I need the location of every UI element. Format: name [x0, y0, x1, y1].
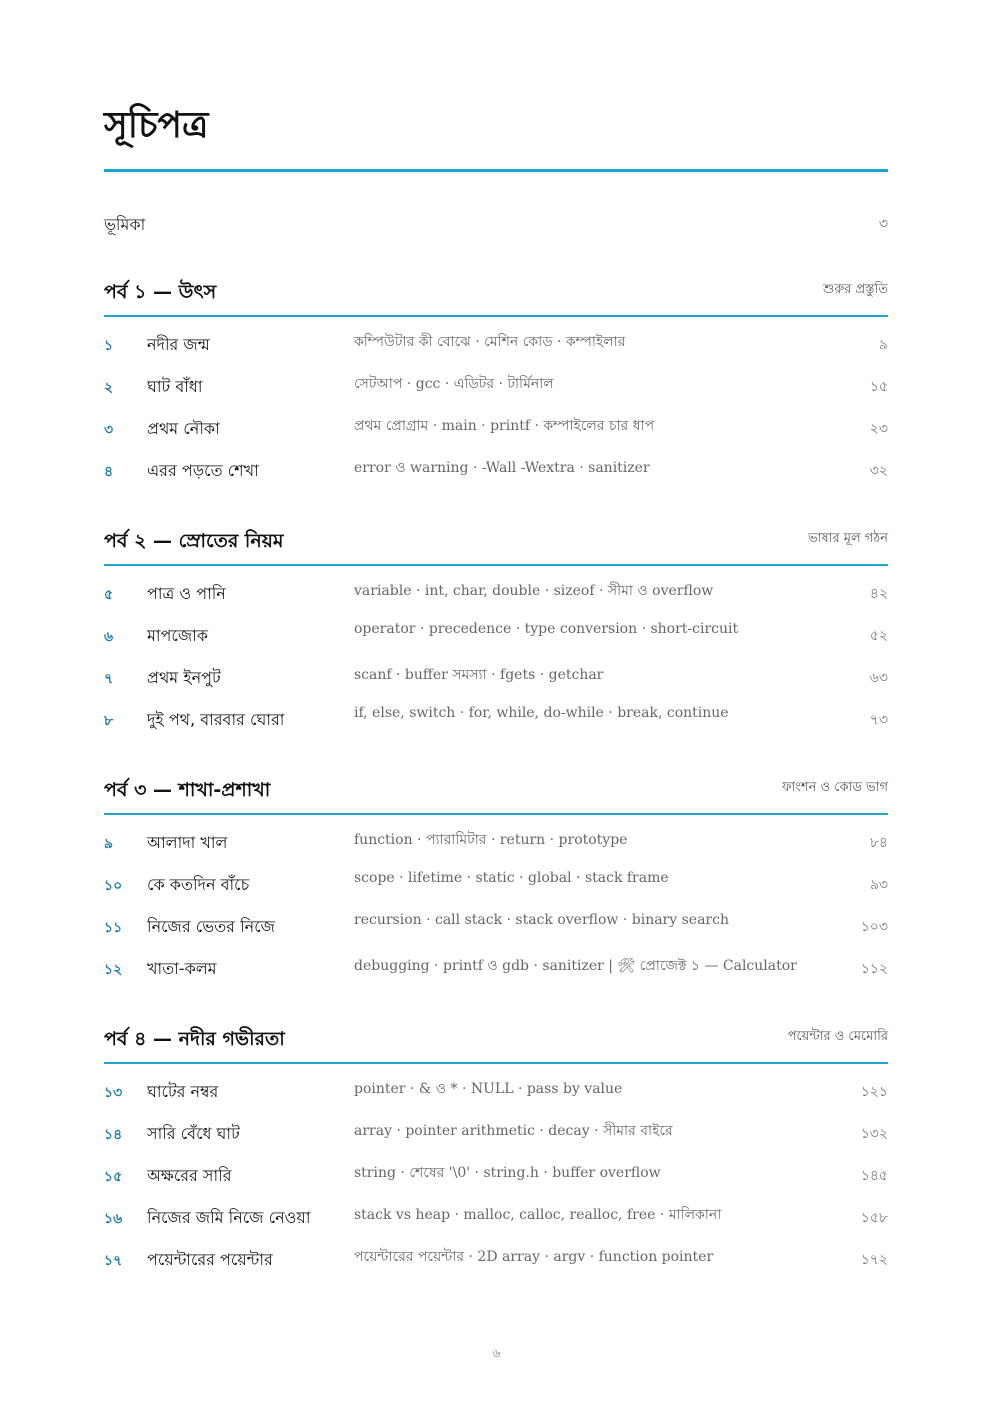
chapter-page-number: ৫২	[869, 628, 888, 644]
chapter-list	[104, 567, 888, 735]
chapter-row[interactable]	[104, 693, 888, 735]
chapter-topics: কম্পিউটার কী বোঝে · মেশিন কোড · কম্পাইলার	[354, 334, 626, 350]
chapter-number: ১১	[104, 920, 123, 936]
chapter-topics: pointer · & ও * · NULL · pass by value	[354, 1081, 623, 1097]
chapter-number: ১০	[104, 878, 123, 894]
chapter-row[interactable]	[104, 609, 888, 651]
intro-label: ভূমিকা	[104, 215, 146, 234]
chapter-title: ঘাট বাঁধা	[147, 377, 203, 396]
chapter-page-number: ৮৪	[869, 835, 888, 851]
chapter-number: ৬	[104, 629, 114, 645]
chapter-title: নদীর জন্ম	[147, 335, 210, 354]
chapter-number: ৪	[104, 464, 114, 480]
chapter-page-number: ৬৩	[869, 670, 888, 686]
chapter-page-number: ১১২	[860, 961, 888, 977]
chapter-title: প্রথম নৌকা	[147, 419, 220, 438]
chapter-page-number: ৩২	[869, 463, 888, 479]
chapter-number: ৩	[104, 422, 114, 438]
chapter-topics: error ও warning · -Wall -Wextra · sanitizer	[354, 460, 650, 476]
chapter-title: দুই পথ, বারবার ঘোরা	[147, 710, 285, 729]
chapter-page-number: ১৫	[869, 379, 888, 395]
chapter-topics: array · pointer arithmetic · decay · সীমার বাইরে	[354, 1123, 673, 1139]
chapter-topics: string · শেষের '\0' · string.h · buffer overflow	[354, 1165, 661, 1181]
chapter-row[interactable]	[104, 360, 888, 402]
chapter-topics: variable · int, char, double · sizeof · সীমা ও overflow	[354, 583, 714, 599]
chapter-title: ঘাটের নম্বর	[147, 1082, 219, 1101]
chapter-title: অক্ষরের সারি	[147, 1166, 232, 1185]
part-section	[104, 521, 888, 729]
chapter-page-number: ১৭২	[860, 1252, 888, 1268]
chapter-topics: if, else, switch · for, while, do-while · break, continue	[354, 705, 729, 721]
chapter-title: এরর পড়তে শেখা	[147, 461, 259, 480]
chapter-title: সারি বেঁধে ঘাট	[147, 1124, 240, 1143]
part-subtitle: ভাষার মূল গঠন	[808, 531, 888, 546]
chapter-row[interactable]	[104, 900, 888, 942]
chapter-topics: scanf · buffer সমস্যা · fgets · getchar	[354, 667, 604, 683]
chapter-title: খাতা-কলম	[147, 959, 217, 978]
title-divider	[104, 169, 888, 172]
part-subtitle: ফাংশন ও কোড ভাগ	[782, 780, 888, 795]
chapter-row[interactable]	[104, 1233, 888, 1275]
chapter-page-number: ৯	[878, 337, 888, 353]
part-subtitle: শুরুর প্রস্তুতি	[823, 282, 888, 297]
chapter-page-number: ৭৩	[869, 712, 888, 728]
chapter-number: ১৬	[104, 1211, 123, 1227]
part-header[interactable]	[104, 1019, 888, 1059]
part-header[interactable]	[104, 521, 888, 561]
chapter-topics: debugging · printf ও gdb · sanitizer | 🛠 প্রোজেক্ট ১ — Calculator	[354, 958, 797, 974]
chapter-page-number: ১২১	[860, 1084, 888, 1100]
chapter-topics: recursion · call stack · stack overflow · binary search	[354, 912, 729, 928]
chapter-title: নিজের ভেতর নিজে	[147, 917, 275, 936]
chapter-number: ২	[104, 380, 114, 396]
chapter-title: মাপজোক	[147, 626, 208, 645]
chapter-row[interactable]	[104, 1107, 888, 1149]
chapter-title: কে কতদিন বাঁচে	[147, 875, 250, 894]
chapter-row[interactable]	[104, 402, 888, 444]
chapter-row[interactable]	[104, 567, 888, 609]
part-subtitle: পয়েন্টার ও মেমোরি	[787, 1029, 888, 1044]
chapter-page-number: ১০৩	[860, 919, 888, 935]
chapter-number: ১৩	[104, 1085, 123, 1101]
part-title: পর্ব ৩ — শাখা-প্রশাখা	[104, 779, 271, 801]
intro-page-number: ৩	[878, 216, 888, 232]
chapter-row[interactable]	[104, 318, 888, 360]
intro-entry[interactable]	[104, 208, 888, 238]
chapter-row[interactable]	[104, 651, 888, 693]
chapter-list	[104, 1065, 888, 1275]
chapter-number: ১৪	[104, 1127, 123, 1143]
chapter-page-number: ৯৩	[869, 877, 888, 893]
part-divider	[104, 564, 888, 566]
chapter-topics: scope · lifetime · static · global · stack frame	[354, 870, 669, 886]
chapter-list	[104, 318, 888, 486]
chapter-number: ১	[104, 338, 114, 354]
chapter-topics: stack vs heap · malloc, calloc, realloc, free · মালিকানা	[354, 1207, 722, 1223]
chapter-number: ৯	[104, 836, 114, 852]
part-header[interactable]	[104, 770, 888, 810]
chapter-title: পাত্র ও পানি	[147, 584, 226, 603]
chapter-row[interactable]	[104, 816, 888, 858]
chapter-page-number: ১৫৮	[860, 1210, 888, 1226]
chapter-list	[104, 816, 888, 984]
chapter-page-number: ১৪৫	[860, 1168, 888, 1184]
part-section	[104, 1019, 888, 1269]
chapter-page-number: ৪২	[869, 586, 888, 602]
part-divider	[104, 813, 888, 815]
chapter-topics: operator · precedence · type conversion · short-circuit	[354, 621, 739, 637]
chapter-title: পয়েন্টারের পয়েন্টার	[147, 1250, 273, 1269]
part-title: পর্ব ২ — স্রোতের নিয়ম	[104, 530, 284, 552]
chapter-title: নিজের জমি নিজে নেওয়া	[147, 1208, 311, 1227]
page-title: সূচিপত্র	[104, 105, 209, 146]
chapter-row[interactable]	[104, 1149, 888, 1191]
chapter-row[interactable]	[104, 444, 888, 486]
part-divider	[104, 315, 888, 317]
chapter-title: আলাদা খাল	[147, 833, 228, 852]
part-title: পর্ব ১ — উৎস	[104, 281, 217, 303]
part-title: পর্ব ৪ — নদীর গভীরতা	[104, 1028, 285, 1050]
chapter-number: ৫	[104, 587, 114, 603]
chapter-topics: function · প্যারামিটার · return · prototype	[354, 832, 628, 848]
part-section	[104, 770, 888, 978]
part-section	[104, 272, 888, 480]
chapter-row[interactable]	[104, 942, 888, 984]
chapter-page-number: ২৩	[869, 421, 888, 437]
chapter-row[interactable]	[104, 858, 888, 900]
chapter-number: ১৫	[104, 1169, 123, 1185]
footer-page-number: ৬	[492, 1346, 501, 1360]
chapter-topics: পয়েন্টারের পয়েন্টার · 2D array · argv · function pointer	[354, 1249, 714, 1265]
chapter-title: প্রথম ইনপুট	[147, 668, 221, 687]
part-header[interactable]	[104, 272, 888, 312]
chapter-topics: প্রথম প্রোগ্রাম · main · printf · কম্পাইলের চার ধাপ	[354, 418, 655, 434]
chapter-row[interactable]	[104, 1065, 888, 1107]
chapter-row[interactable]	[104, 1191, 888, 1233]
chapter-page-number: ১৩২	[860, 1126, 888, 1142]
part-divider	[104, 1062, 888, 1064]
chapter-number: ১২	[104, 962, 123, 978]
chapter-number: ৮	[104, 713, 114, 729]
chapter-number: ৭	[104, 671, 114, 687]
chapter-topics: সেটআপ · gcc · এডিটর · টার্মিনাল	[354, 376, 554, 392]
chapter-number: ১৭	[104, 1253, 123, 1269]
